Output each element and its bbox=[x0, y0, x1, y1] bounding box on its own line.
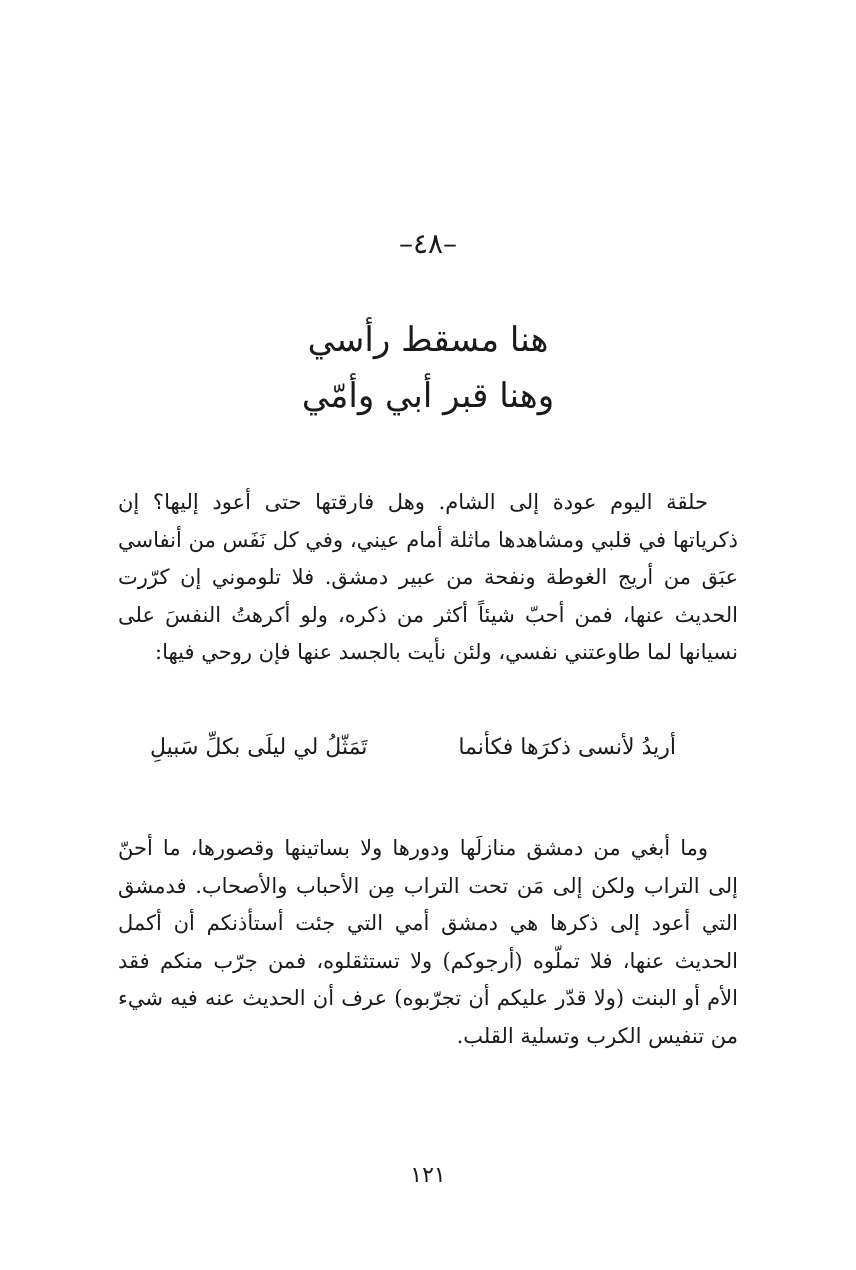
page-number: ١٢١ bbox=[410, 1163, 446, 1188]
chapter-title bbox=[0, 312, 856, 424]
verse-first-hemistich: أريدُ لأنسى ذكرَها فكأنما bbox=[458, 735, 676, 760]
paragraph-2: وما أبغي من دمشق منازلَها ودورها ولا بساتينها وقصورها، ما أحنّ إلى التراب ولكن إلى مَن تحت التراب مِن الأحباب والأصحاب. فدمشق التي أعود إلى ذكرها هي دمشق أمي التي جئت أستأذنكم أن أكمل الحديث عنها، فلا تملّوه (أرجوكم) ولا تستثقلوه، فمن جرّب منكم فقد الأم أو البنت (ولا قدّر عليكم أن تجرّبوه) عرف أن الحديث عنه فيه شيء من تنفيس الكرب وتسلية القلب. bbox=[118, 836, 738, 1048]
chapter-number: –٤٨– bbox=[398, 227, 458, 260]
poetry-verse bbox=[0, 726, 856, 770]
title-line-2: وهنا قبر أبي وأمّي bbox=[301, 376, 555, 416]
verse-second-hemistich: تَمَثّلُ لي ليلَى بكلِّ سَبيلِ bbox=[150, 735, 368, 760]
title-line-1: هنا مسقط رأسي bbox=[307, 320, 549, 360]
paragraph-1: حلقة اليوم عودة إلى الشام. وهل فارقتها حتى أعود إليها؟ إن ذكرياتها في قلبي ومشاهدها ماثلة أمام عيني، وفي كل نَفَس من أنفاسي عبَق من أريج الغوطة ونفحة من عبير دمشق. فلا تلوموني إن كرّرت الحديث عنها، فمن أحبّ شيئاً أكثر من ذكره، ولو أكرهتُ النفسَ على نسيانها لما طاوعتني نفسي، ولئن نأيت بالجسد عنها فإن روحي فيها: bbox=[118, 490, 738, 664]
